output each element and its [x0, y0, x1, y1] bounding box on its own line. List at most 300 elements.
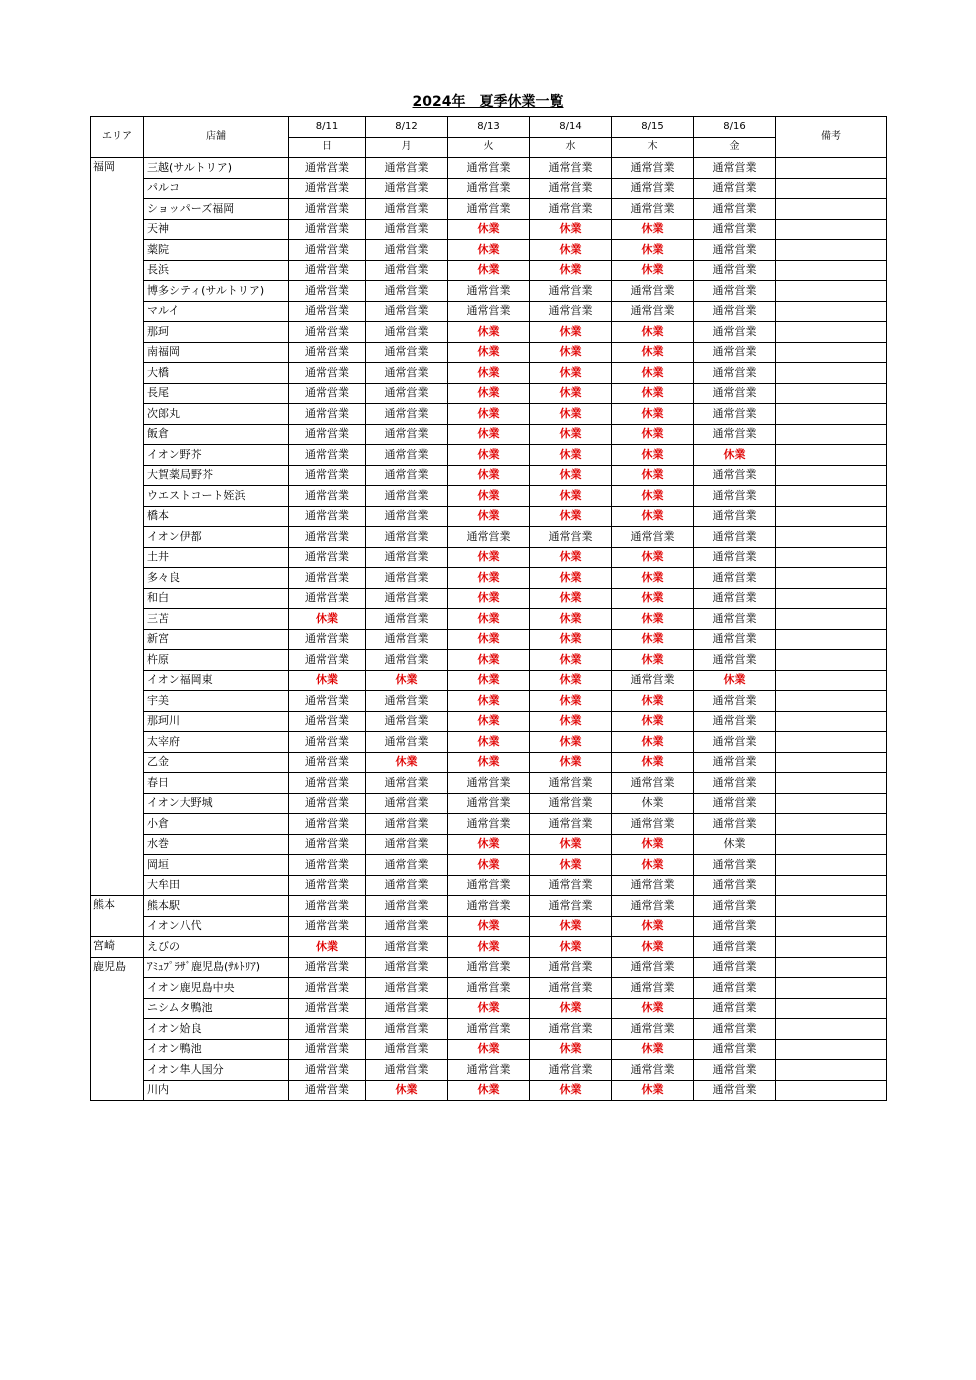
- status-cell: 通常営業: [694, 998, 776, 1019]
- store-name: 三越(サルトリア): [144, 158, 289, 179]
- status-cell: 通常営業: [530, 1019, 612, 1040]
- status-cell: 通常営業: [289, 199, 366, 220]
- status-cell: 通常営業: [612, 978, 694, 999]
- status-cell: 通常営業: [448, 896, 530, 917]
- status-cell-closed: 休業: [612, 465, 694, 486]
- remarks-cell: [776, 855, 887, 876]
- status-cell: 通常営業: [694, 240, 776, 261]
- status-cell: 通常営業: [289, 527, 366, 548]
- table-row: [91, 588, 887, 609]
- status-cell: 通常営業: [289, 1080, 366, 1101]
- status-cell-closed: 休業: [530, 465, 612, 486]
- status-cell: 通常営業: [366, 855, 448, 876]
- status-cell: 通常営業: [366, 937, 448, 958]
- status-cell: 通常営業: [366, 773, 448, 794]
- status-cell: 通常営業: [694, 260, 776, 281]
- store-name: パルコ: [144, 178, 289, 199]
- status-cell: 通常営業: [366, 363, 448, 384]
- status-cell-closed: 休業: [448, 547, 530, 568]
- store-name: 次郎丸: [144, 404, 289, 425]
- remarks-cell: [776, 711, 887, 732]
- status-cell-closed: 休業: [612, 568, 694, 589]
- status-cell-closed: 休業: [530, 670, 612, 691]
- remarks-cell: [776, 301, 887, 322]
- remarks-header: 備考: [776, 117, 887, 158]
- store-name: 那珂川: [144, 711, 289, 732]
- table-row: [91, 486, 887, 507]
- status-cell: 通常営業: [289, 240, 366, 261]
- store-name: イオン伊都: [144, 527, 289, 548]
- status-cell-closed: 休業: [448, 219, 530, 240]
- store-name: 太宰府: [144, 732, 289, 753]
- table-row: [91, 199, 887, 220]
- store-name: 飯倉: [144, 424, 289, 445]
- status-cell-closed: 休業: [448, 322, 530, 343]
- remarks-cell: [776, 547, 887, 568]
- remarks-cell: [776, 732, 887, 753]
- remarks-cell: [776, 1039, 887, 1060]
- status-cell-closed: 休業: [530, 650, 612, 671]
- table-row: [91, 834, 887, 855]
- status-cell: 通常営業: [448, 773, 530, 794]
- status-cell: 通常営業: [694, 937, 776, 958]
- store-name: イオン鴨池: [144, 1039, 289, 1060]
- status-cell-closed: 休業: [612, 1039, 694, 1060]
- table-row: [91, 1060, 887, 1081]
- status-cell: 通常営業: [366, 875, 448, 896]
- status-cell: 通常営業: [694, 363, 776, 384]
- status-cell: 通常営業: [289, 834, 366, 855]
- status-cell: 通常営業: [289, 896, 366, 917]
- store-name: 那珂: [144, 322, 289, 343]
- status-cell-closed: 休業: [530, 752, 612, 773]
- status-cell-closed: 休業: [612, 916, 694, 937]
- status-cell: 通常営業: [694, 281, 776, 302]
- status-cell-closed: 休業: [448, 506, 530, 527]
- status-cell: 通常営業: [694, 506, 776, 527]
- status-cell: 通常営業: [694, 178, 776, 199]
- status-cell: 通常営業: [694, 814, 776, 835]
- status-cell-closed: 休業: [448, 629, 530, 650]
- table-row: [91, 219, 887, 240]
- status-cell: 通常営業: [366, 219, 448, 240]
- status-cell: 通常営業: [289, 424, 366, 445]
- table-body: [91, 158, 887, 1101]
- status-cell: 通常営業: [289, 1019, 366, 1040]
- remarks-cell: [776, 998, 887, 1019]
- table-row: [91, 670, 887, 691]
- status-cell: 通常営業: [289, 1039, 366, 1060]
- store-name: ニシムタ鴨池: [144, 998, 289, 1019]
- status-cell: 通常営業: [694, 793, 776, 814]
- status-cell: 通常営業: [612, 875, 694, 896]
- status-cell: 通常営業: [530, 301, 612, 322]
- status-cell: 通常営業: [530, 1060, 612, 1081]
- store-header: 店舗: [144, 117, 289, 158]
- table-row: [91, 1080, 887, 1101]
- table-row: [91, 711, 887, 732]
- date-header: 8/13: [448, 117, 530, 138]
- remarks-cell: [776, 609, 887, 630]
- status-cell: 通常営業: [366, 527, 448, 548]
- status-cell: 通常営業: [448, 814, 530, 835]
- status-cell-closed: 休業: [612, 1080, 694, 1101]
- remarks-cell: [776, 834, 887, 855]
- status-cell-closed: 休業: [448, 752, 530, 773]
- status-cell-closed: 休業: [612, 629, 694, 650]
- remarks-cell: [776, 1060, 887, 1081]
- store-name: 乙金: [144, 752, 289, 773]
- status-cell-closed: 休業: [530, 855, 612, 876]
- status-cell-closed: 休業: [612, 342, 694, 363]
- status-cell: 通常営業: [289, 486, 366, 507]
- table-row: [91, 978, 887, 999]
- remarks-cell: [776, 752, 887, 773]
- status-cell: 通常営業: [694, 465, 776, 486]
- table-row: [91, 998, 887, 1019]
- store-name: 熊本駅: [144, 896, 289, 917]
- status-cell: 通常営業: [366, 281, 448, 302]
- status-cell-closed: 休業: [448, 445, 530, 466]
- status-cell-closed: 休業: [530, 486, 612, 507]
- status-cell: 通常営業: [366, 199, 448, 220]
- status-cell-closed: 休業: [612, 424, 694, 445]
- status-cell: 通常営業: [366, 445, 448, 466]
- status-cell: 通常営業: [694, 773, 776, 794]
- status-cell: 通常営業: [448, 1060, 530, 1081]
- remarks-cell: [776, 445, 887, 466]
- status-cell: 通常営業: [289, 998, 366, 1019]
- status-cell: 通常営業: [448, 978, 530, 999]
- remarks-cell: [776, 527, 887, 548]
- table-row: [91, 363, 887, 384]
- status-cell: 通常営業: [289, 178, 366, 199]
- remarks-cell: [776, 404, 887, 425]
- remarks-cell: [776, 896, 887, 917]
- remarks-cell: [776, 957, 887, 978]
- status-cell: 通常営業: [694, 342, 776, 363]
- status-cell-closed: 休業: [530, 711, 612, 732]
- table-row: [91, 875, 887, 896]
- status-cell: 通常営業: [289, 691, 366, 712]
- store-name: 土井: [144, 547, 289, 568]
- status-cell-closed: 休業: [530, 342, 612, 363]
- remarks-cell: [776, 814, 887, 835]
- status-cell-closed: 休業: [289, 609, 366, 630]
- remarks-cell: [776, 486, 887, 507]
- status-cell: 通常営業: [694, 896, 776, 917]
- remarks-cell: [776, 670, 887, 691]
- table-row: [91, 260, 887, 281]
- date-header: 8/15: [612, 117, 694, 138]
- status-cell: 通常営業: [694, 219, 776, 240]
- page-title: 2024年 夏季休業一覧: [412, 94, 564, 110]
- table-row: [91, 855, 887, 876]
- status-cell: 通常営業: [366, 1060, 448, 1081]
- status-cell-closed: 休業: [448, 363, 530, 384]
- status-cell: 通常営業: [289, 875, 366, 896]
- table-row: [91, 342, 887, 363]
- status-cell: 通常営業: [289, 342, 366, 363]
- status-cell-closed: 休業: [530, 1080, 612, 1101]
- status-cell-closed: 休業: [612, 855, 694, 876]
- status-cell-closed: 休業: [448, 404, 530, 425]
- remarks-cell: [776, 506, 887, 527]
- status-cell-closed: 休業: [448, 937, 530, 958]
- store-name: イオン野芥: [144, 445, 289, 466]
- status-cell: 通常営業: [530, 281, 612, 302]
- status-cell: 通常営業: [289, 506, 366, 527]
- status-cell-closed: 休業: [694, 445, 776, 466]
- status-cell: 通常営業: [694, 957, 776, 978]
- area-name: 鹿児島: [91, 957, 144, 1101]
- status-cell: 通常営業: [366, 1039, 448, 1060]
- store-name: 大牟田: [144, 875, 289, 896]
- status-cell-closed: 休業: [612, 240, 694, 261]
- table-row: [91, 916, 887, 937]
- weekday-header: 木: [612, 137, 694, 158]
- table-row: [91, 240, 887, 261]
- status-cell-closed: 休業: [530, 506, 612, 527]
- status-cell-closed: 休業: [448, 855, 530, 876]
- status-cell: 通常営業: [366, 506, 448, 527]
- status-cell-closed: 休業: [448, 383, 530, 404]
- status-cell: 通常営業: [366, 793, 448, 814]
- status-cell: 通常営業: [694, 1019, 776, 1040]
- table-row: [91, 732, 887, 753]
- remarks-cell: [776, 568, 887, 589]
- store-name: ウエストコート姪浜: [144, 486, 289, 507]
- area-name: 熊本: [91, 896, 144, 937]
- status-cell-closed: 休業: [448, 260, 530, 281]
- remarks-cell: [776, 588, 887, 609]
- status-cell: 通常営業: [366, 998, 448, 1019]
- remarks-cell: [776, 937, 887, 958]
- status-cell: 休業: [612, 793, 694, 814]
- table-row: [91, 383, 887, 404]
- table-row: [91, 527, 887, 548]
- remarks-cell: [776, 219, 887, 240]
- status-cell: 通常営業: [289, 547, 366, 568]
- store-name: ショッパーズ福岡: [144, 199, 289, 220]
- table-row: [91, 609, 887, 630]
- status-cell: 通常営業: [289, 158, 366, 179]
- status-cell: 通常営業: [694, 978, 776, 999]
- table-row: [91, 465, 887, 486]
- status-cell-closed: 休業: [530, 240, 612, 261]
- status-cell: 通常営業: [366, 711, 448, 732]
- status-cell-closed: 休業: [530, 568, 612, 589]
- status-cell-closed: 休業: [448, 732, 530, 753]
- status-cell-closed: 休業: [612, 322, 694, 343]
- status-cell: 通常営業: [366, 301, 448, 322]
- status-cell-closed: 休業: [612, 588, 694, 609]
- store-name: イオン隼人国分: [144, 1060, 289, 1081]
- status-cell-closed: 休業: [530, 732, 612, 753]
- status-cell-closed: 休業: [612, 998, 694, 1019]
- status-cell: 通常営業: [612, 301, 694, 322]
- remarks-cell: [776, 322, 887, 343]
- status-cell: 通常営業: [612, 896, 694, 917]
- table-row: [91, 322, 887, 343]
- status-cell-closed: 休業: [612, 486, 694, 507]
- store-name: ｱﾐｭﾌﾟﾗｻﾞ鹿児島(ｻﾙﾄﾘｱ): [144, 957, 289, 978]
- status-cell: 通常営業: [694, 711, 776, 732]
- status-cell-closed: 休業: [612, 445, 694, 466]
- status-cell-closed: 休業: [612, 506, 694, 527]
- status-cell: 通常営業: [366, 609, 448, 630]
- status-cell-closed: 休業: [366, 1080, 448, 1101]
- status-cell: 通常営業: [694, 588, 776, 609]
- status-cell-closed: 休業: [289, 670, 366, 691]
- store-name: 橋本: [144, 506, 289, 527]
- status-cell-closed: 休業: [448, 568, 530, 589]
- table-row: [91, 937, 887, 958]
- table-row: [91, 629, 887, 650]
- status-cell-closed: 休業: [694, 670, 776, 691]
- status-cell: 通常営業: [694, 1039, 776, 1060]
- status-cell: 通常営業: [366, 342, 448, 363]
- status-cell: 通常営業: [530, 178, 612, 199]
- status-cell: 通常営業: [366, 691, 448, 712]
- status-cell: 通常営業: [612, 527, 694, 548]
- store-name: 三苫: [144, 609, 289, 630]
- status-cell: 通常営業: [694, 875, 776, 896]
- status-cell: 通常営業: [289, 383, 366, 404]
- status-cell: 通常営業: [612, 158, 694, 179]
- status-cell: 通常営業: [366, 568, 448, 589]
- store-name: 長浜: [144, 260, 289, 281]
- status-cell: 通常営業: [448, 158, 530, 179]
- closure-table: [90, 116, 887, 1101]
- status-cell-closed: 休業: [366, 670, 448, 691]
- status-cell: 通常営業: [289, 301, 366, 322]
- status-cell: 通常営業: [530, 978, 612, 999]
- remarks-cell: [776, 240, 887, 261]
- status-cell-closed: 休業: [530, 404, 612, 425]
- weekday-header: 水: [530, 137, 612, 158]
- remarks-cell: [776, 875, 887, 896]
- status-cell: 通常営業: [530, 875, 612, 896]
- status-cell: 通常営業: [366, 650, 448, 671]
- table-row: [91, 281, 887, 302]
- remarks-cell: [776, 978, 887, 999]
- status-cell: 通常営業: [694, 1080, 776, 1101]
- table-row: [91, 568, 887, 589]
- status-cell: 通常営業: [694, 568, 776, 589]
- status-cell: 休業: [694, 834, 776, 855]
- status-cell-closed: 休業: [530, 383, 612, 404]
- store-name: 川内: [144, 1080, 289, 1101]
- remarks-cell: [776, 199, 887, 220]
- remarks-cell: [776, 650, 887, 671]
- status-cell: 通常営業: [612, 670, 694, 691]
- status-cell-closed: 休業: [612, 260, 694, 281]
- table-row: [91, 547, 887, 568]
- status-cell: 通常営業: [289, 814, 366, 835]
- status-cell: 通常営業: [366, 732, 448, 753]
- store-name: マルイ: [144, 301, 289, 322]
- store-name: 天神: [144, 219, 289, 240]
- status-cell: 通常営業: [289, 568, 366, 589]
- status-cell: 通常営業: [694, 158, 776, 179]
- status-cell: 通常営業: [289, 978, 366, 999]
- status-cell: 通常営業: [289, 855, 366, 876]
- date-header: 8/16: [694, 117, 776, 138]
- status-cell: 通常営業: [694, 527, 776, 548]
- status-cell-closed: 休業: [612, 937, 694, 958]
- status-cell: 通常営業: [289, 957, 366, 978]
- remarks-cell: [776, 281, 887, 302]
- status-cell: 通常営業: [448, 301, 530, 322]
- area-name: 宮崎: [91, 937, 144, 958]
- status-cell: 通常営業: [366, 260, 448, 281]
- store-name: 岡垣: [144, 855, 289, 876]
- remarks-cell: [776, 424, 887, 445]
- status-cell: 通常営業: [289, 650, 366, 671]
- status-cell: 通常営業: [694, 486, 776, 507]
- status-cell-closed: 休業: [448, 240, 530, 261]
- status-cell: 通常営業: [366, 322, 448, 343]
- status-cell-closed: 休業: [289, 937, 366, 958]
- store-name: 長尾: [144, 383, 289, 404]
- status-cell-closed: 休業: [366, 752, 448, 773]
- store-name: 大橋: [144, 363, 289, 384]
- status-cell-closed: 休業: [612, 732, 694, 753]
- table-row: [91, 814, 887, 835]
- table-row: [91, 793, 887, 814]
- remarks-cell: [776, 158, 887, 179]
- status-cell: 通常営業: [530, 527, 612, 548]
- remarks-cell: [776, 342, 887, 363]
- status-cell: 通常営業: [694, 752, 776, 773]
- status-cell: 通常営業: [289, 916, 366, 937]
- table-row: [91, 650, 887, 671]
- store-name: 和白: [144, 588, 289, 609]
- status-cell-closed: 休業: [612, 383, 694, 404]
- status-cell-closed: 休業: [530, 998, 612, 1019]
- status-cell: 通常営業: [366, 629, 448, 650]
- status-cell-closed: 休業: [448, 650, 530, 671]
- status-cell: 通常営業: [530, 957, 612, 978]
- status-cell: 通常営業: [530, 793, 612, 814]
- status-cell: 通常営業: [366, 957, 448, 978]
- remarks-cell: [776, 178, 887, 199]
- table-row: [91, 424, 887, 445]
- store-name: イオン福岡東: [144, 670, 289, 691]
- status-cell-closed: 休業: [612, 650, 694, 671]
- status-cell-closed: 休業: [530, 937, 612, 958]
- status-cell-closed: 休業: [530, 322, 612, 343]
- status-cell: 通常営業: [366, 834, 448, 855]
- status-cell: 通常営業: [366, 1019, 448, 1040]
- status-cell: 通常営業: [448, 178, 530, 199]
- status-cell: 通常営業: [289, 260, 366, 281]
- status-cell: 通常営業: [530, 896, 612, 917]
- weekday-header: 金: [694, 137, 776, 158]
- status-cell: 通常営業: [694, 424, 776, 445]
- remarks-cell: [776, 773, 887, 794]
- table-row: [91, 773, 887, 794]
- status-cell-closed: 休業: [448, 588, 530, 609]
- status-cell-closed: 休業: [530, 445, 612, 466]
- status-cell: 通常営業: [289, 445, 366, 466]
- status-cell: 通常営業: [530, 158, 612, 179]
- status-cell-closed: 休業: [448, 691, 530, 712]
- store-name: 多々良: [144, 568, 289, 589]
- status-cell-closed: 休業: [612, 752, 694, 773]
- status-cell-closed: 休業: [612, 363, 694, 384]
